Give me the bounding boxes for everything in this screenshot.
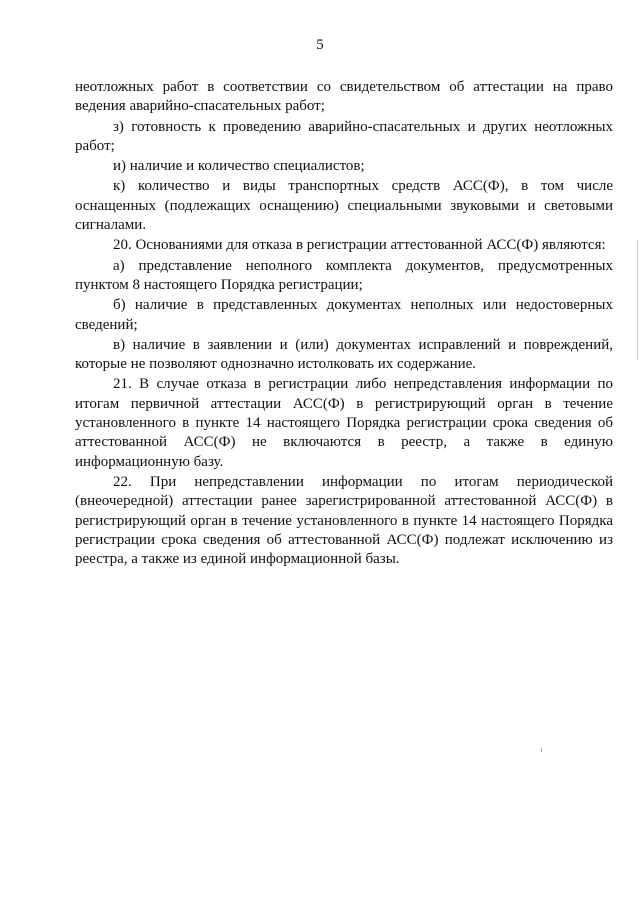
clause-21: 21. В случае отказа в регистрации либо непредставления информации по итогам первичной аттестации АСС(Ф) в регистрирующий орган в течение установленного в пункте 14 настоящего Порядка регистрации срока сведения об аттестованной АСС(Ф) не включаются в реестр, а также в единую информационную базу. xyxy=(75,376,613,470)
scan-edge-mark xyxy=(637,240,638,360)
list-item-i: и) наличие и количество специалистов; xyxy=(113,158,365,175)
list-item-a: а) представление неполного комплекта документов, предусмотренных пунктом 8 настоящего Порядка регистрации; xyxy=(75,257,613,293)
clause-20: 20. Основаниями для отказа в регистрации аттестованной АСС(Ф) являются: xyxy=(113,237,606,254)
list-item-v: в) наличие в заявлении и (или) документах исправлений и повреждений, которые не позволяют однозначно истолковать их содержание. xyxy=(75,336,613,373)
list-item-b: б) наличие в представленных документах неполных или недостоверных сведений; xyxy=(75,297,613,333)
document-body xyxy=(75,78,613,570)
page-number: 5 xyxy=(316,37,324,53)
paragraph-continuation: неотложных работ в соответствии со свидетельством об аттестации на право ведения аварийно-спасательных работ; xyxy=(75,79,613,115)
clause-22: 22. При непредставлении информации по итогам периодической (внеочередной) аттестации ранее зарегистрированной аттестованной АСС(Ф) в регистрирующий орган в течение установленного в пункте 14 настоящего Порядка регистрации срока сведения об аттестованной АСС(Ф) подлежат исключению из реестра, а также из единой информационной базы. xyxy=(75,473,613,568)
scan-speck xyxy=(541,748,542,752)
list-item-z: з) готовность к проведению аварийно-спасательных и других неотложных работ; xyxy=(75,118,613,154)
list-item-k: к) количество и виды транспортных средств АСС(Ф), в том числе оснащенных (подлежащих оснащению) специальными звуковыми и световыми сигналами. xyxy=(75,178,613,234)
